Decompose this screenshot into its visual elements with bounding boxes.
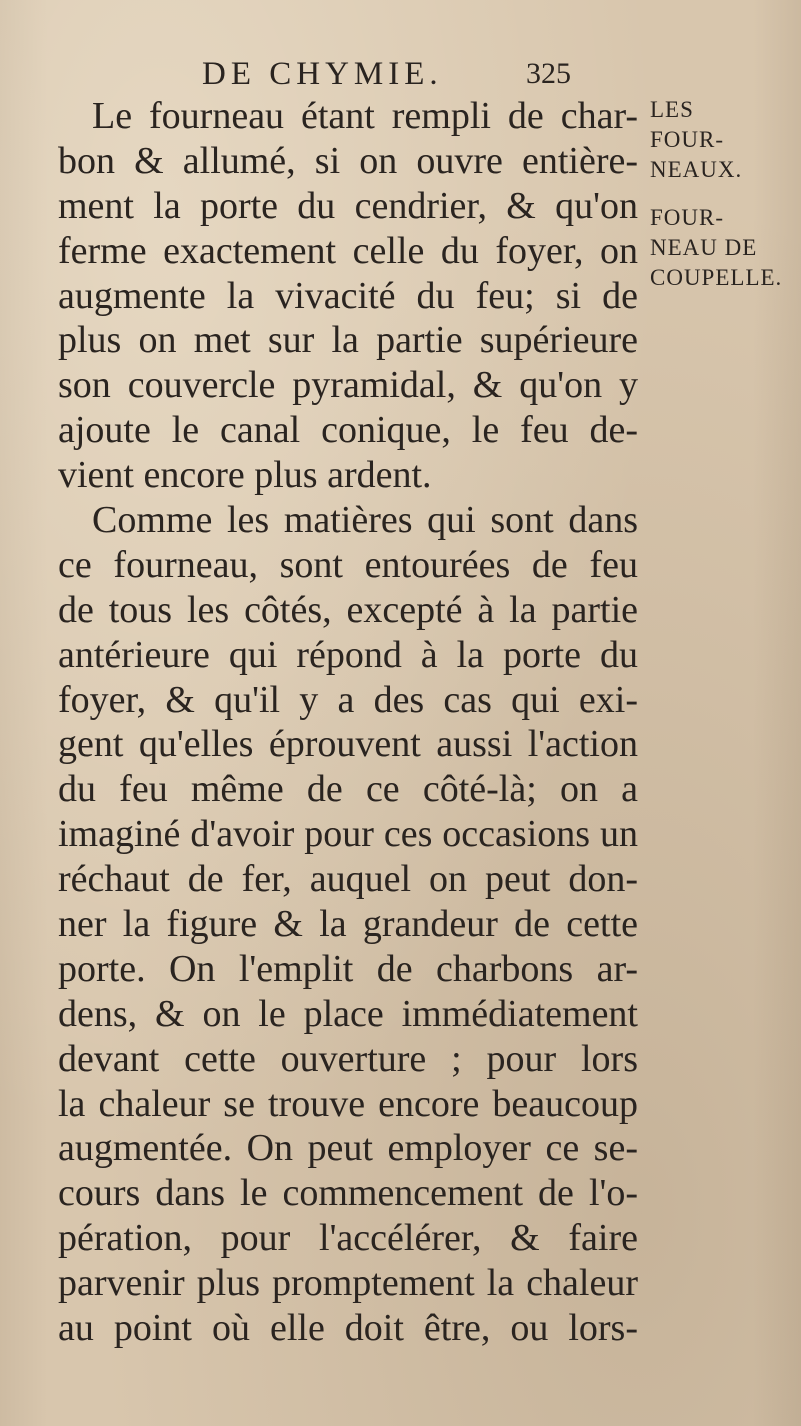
text-line: bon & allumé, si on ouvre entière- — [58, 139, 638, 182]
text-line: pération, pour l'accélérer, & faire — [58, 1217, 638, 1260]
text-line: la chaleur se trouve encore beaucoup — [58, 1082, 638, 1125]
text-line: cours dans le commencement de l'o- — [58, 1172, 638, 1215]
text-line: dens, & on le place immédiatement — [58, 992, 638, 1035]
text-line: ajoute le canal conique, le feu de- — [58, 409, 638, 452]
text-line: imaginé d'avoir pour ces occasions un — [58, 813, 638, 856]
text-line: réchaut de fer, auquel on peut don- — [58, 858, 638, 901]
margin-note-line: LES — [650, 97, 694, 122]
text-line: ment la porte du cendrier, & qu'on — [58, 184, 638, 227]
text-line: ce fourneau, sont entourées de feu — [58, 543, 638, 586]
page-number: 325 — [526, 57, 571, 90]
margin-notes — [650, 95, 798, 307]
text-line: ferme exactement celle du foyer, on — [58, 229, 638, 272]
text-line: ner la figure & la grandeur de cette — [58, 903, 638, 946]
text-line: porte. On l'emplit de charbons ar- — [58, 947, 638, 990]
margin-note-les-fourneaux — [650, 95, 798, 185]
main-text — [58, 94, 638, 1351]
margin-note-line: NEAUX. — [650, 157, 743, 182]
text-line: augmentée. On peut employer ce se- — [58, 1127, 638, 1170]
margin-note-line: COUPELLE. — [650, 265, 783, 290]
text-line: foyer, & qu'il y a des cas qui exi- — [58, 678, 638, 721]
text-line: au point où elle doit être, ou lors- — [58, 1307, 638, 1350]
text-line: du feu même de ce côté-là; on a — [58, 768, 638, 811]
text-line: de tous les côtés, excepté à la partie — [58, 588, 638, 631]
margin-note-line: FOUR- — [650, 205, 725, 230]
text-line: devant cette ouverture ; pour lors — [58, 1037, 638, 1080]
text-line: plus on met sur la partie supérieure — [58, 319, 638, 362]
text-line: Comme les matières qui sont dans — [92, 499, 638, 542]
text-line: parvenir plus promptement la chaleur — [58, 1262, 638, 1305]
margin-note-line: FOUR- — [650, 127, 725, 152]
text-line: augmente la vivacité du feu; si de — [58, 274, 638, 317]
text-line: antérieure qui répond à la porte du — [58, 633, 638, 676]
text-line: son couvercle pyramidal, & qu'on y — [58, 364, 638, 407]
margin-note-fourneau-de-coupelle — [650, 203, 798, 293]
text-line: gent qu'elles éprouvent aussi l'action — [58, 723, 638, 766]
text-line: vient encore plus ardent. — [58, 454, 432, 497]
margin-note-line: NEAU DE — [650, 235, 758, 260]
running-head: DE CHYMIE. — [202, 56, 443, 92]
page-header — [150, 54, 650, 94]
text-line: Le fourneau étant rempli de char- — [92, 95, 638, 137]
